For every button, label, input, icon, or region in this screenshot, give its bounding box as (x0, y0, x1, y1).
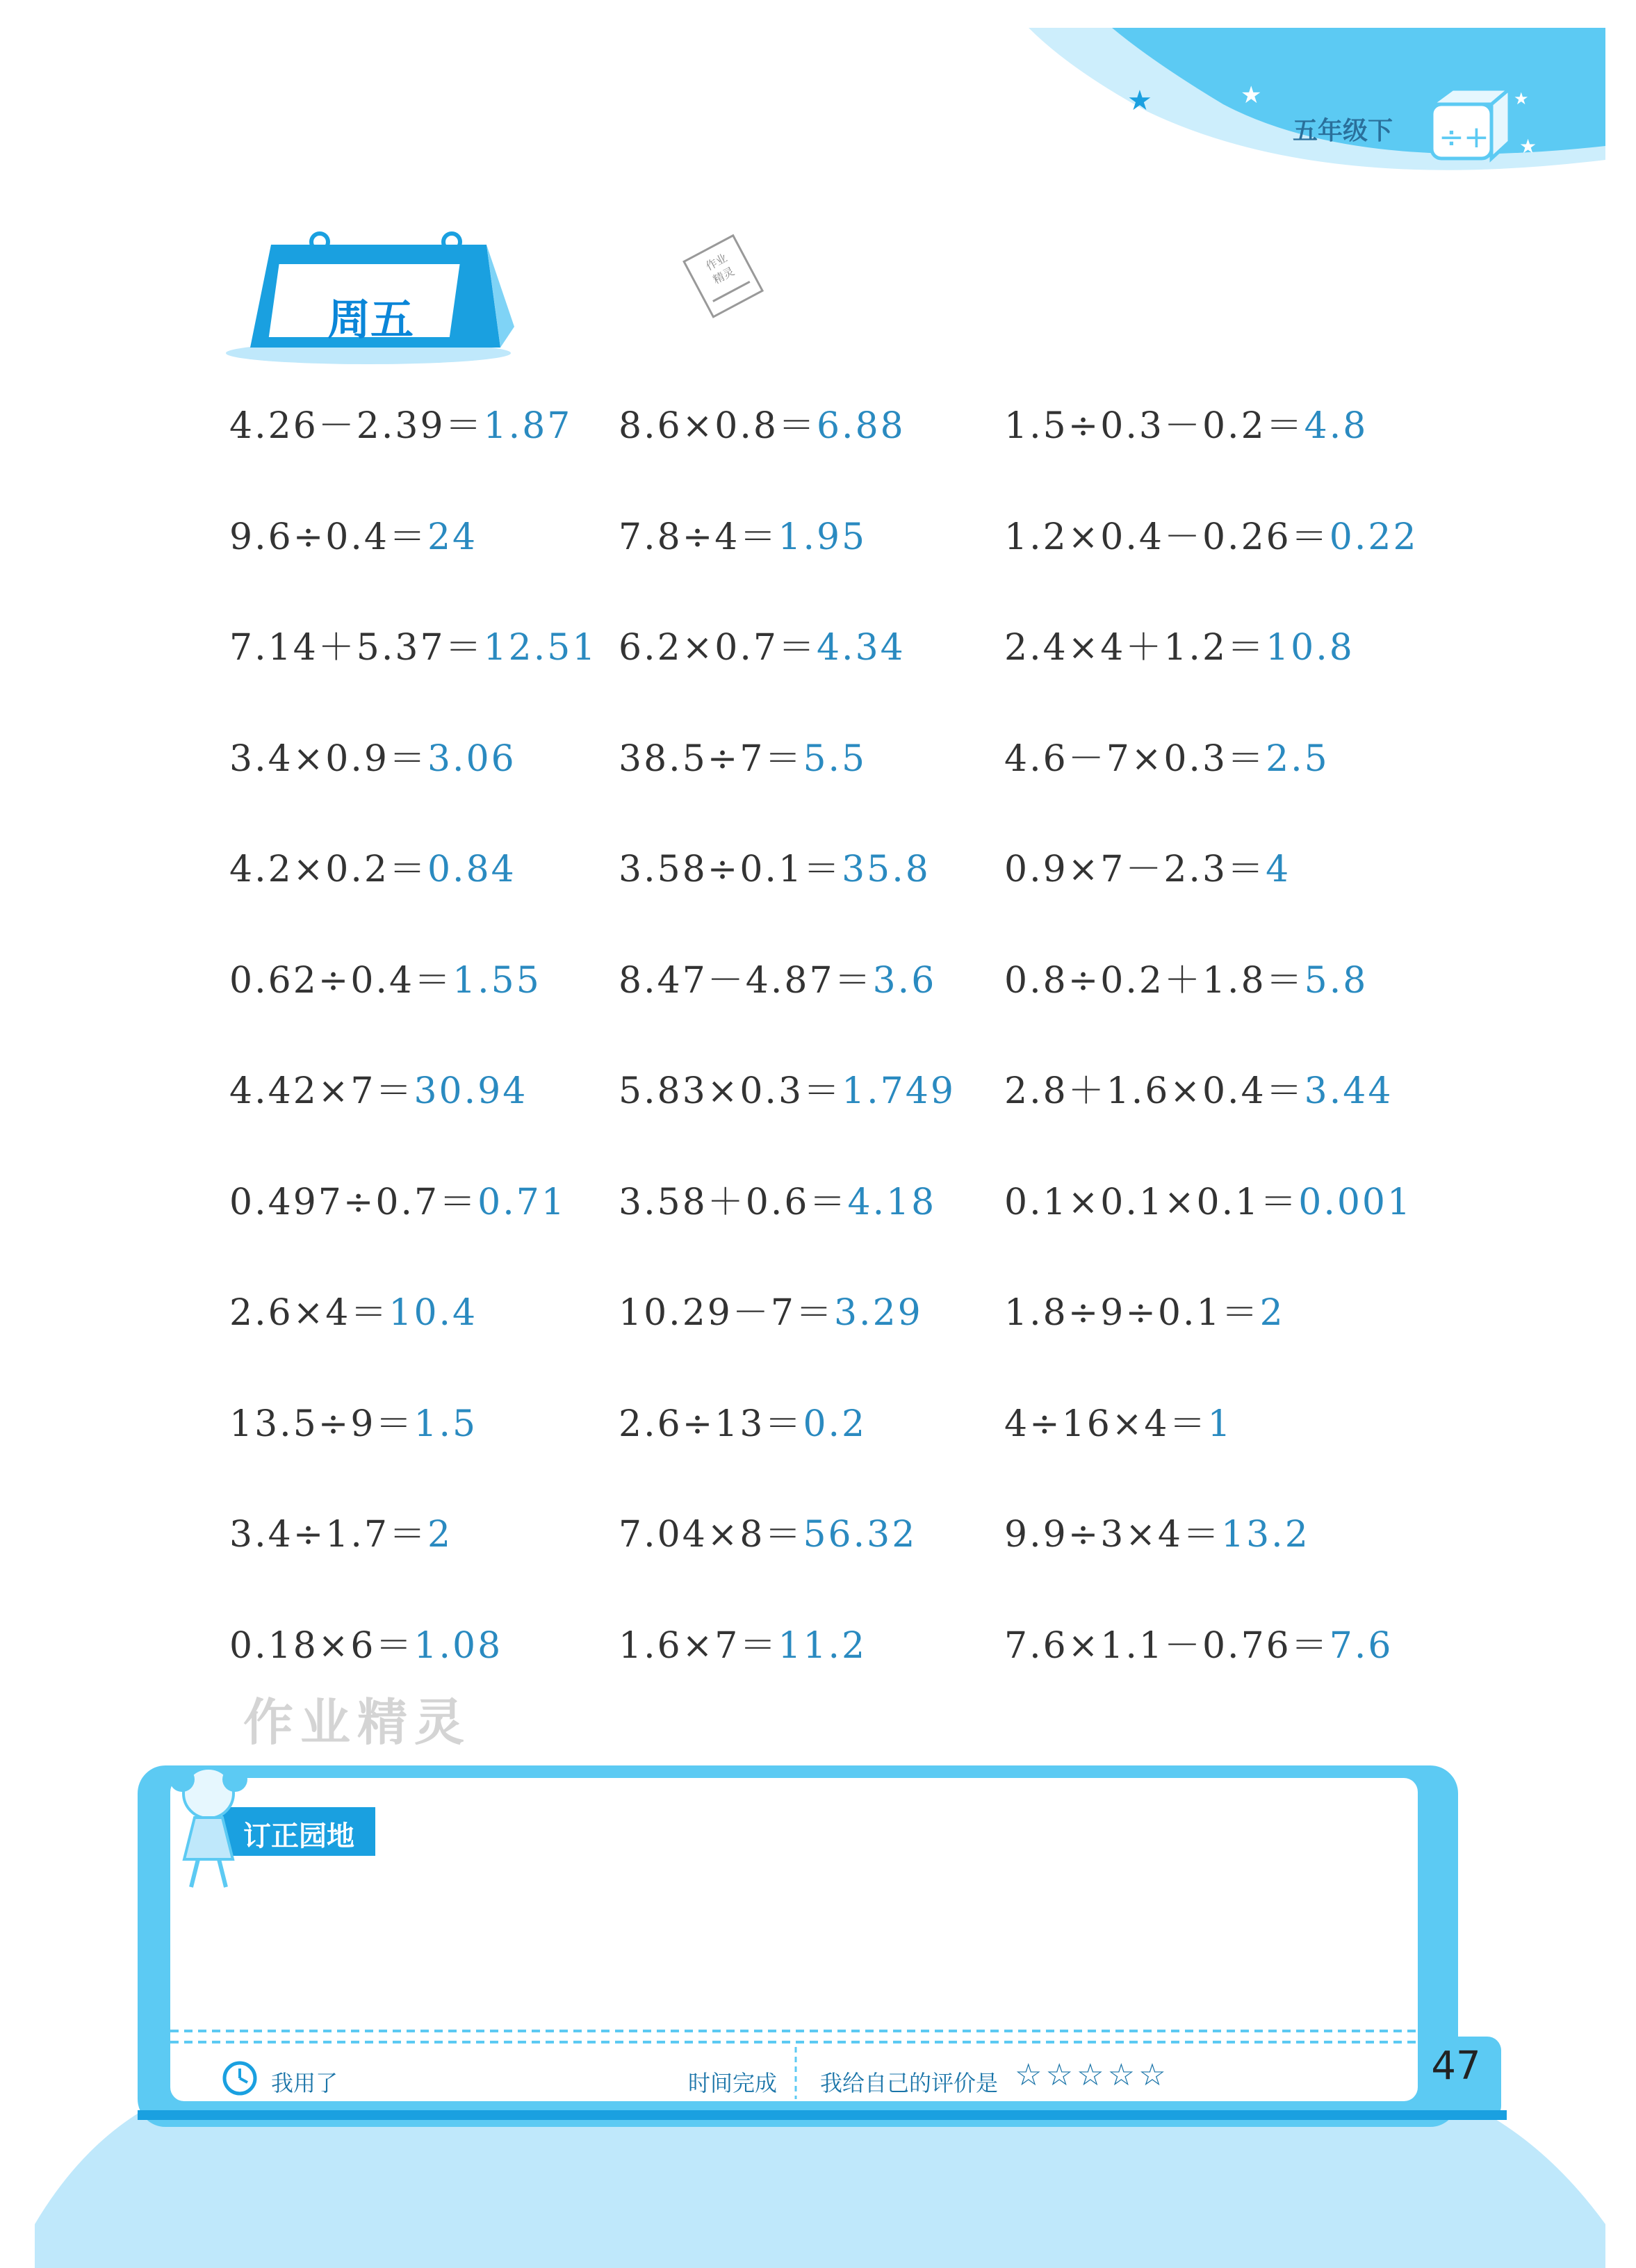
problem-answer: 1.55 (452, 959, 541, 1002)
svg-text:★: ★ (1514, 89, 1529, 108)
problem-question: 7.04×8＝ (619, 1514, 803, 1556)
problem-answer: 1.95 (778, 516, 867, 558)
problem-item (1004, 1394, 1233, 1446)
problem-item (619, 729, 867, 781)
problem-question: 4.6－7×0.3＝ (1004, 737, 1266, 780)
problem-answer: 24 (427, 516, 478, 558)
problem-item (1004, 396, 1368, 448)
grade-label: 五年级下 (1293, 117, 1393, 145)
problem-answer: 4 (1266, 849, 1291, 890)
problem-item (619, 396, 906, 448)
problem-item (229, 1505, 452, 1557)
problem-question: 0.9×7－2.3＝ (1004, 849, 1266, 890)
problem-question: 4.26－2.39＝ (229, 405, 484, 447)
day-label: 周五 (327, 294, 414, 345)
svg-text:÷: ÷ (1439, 120, 1464, 155)
problem-question: 0.8÷0.2＋1.8＝ (1004, 959, 1304, 1002)
problem-answer: 0.001 (1298, 1181, 1413, 1223)
problem-question: 8.6×0.8＝ (619, 405, 817, 447)
problem-answer: 0.71 (477, 1181, 566, 1223)
problem-question: 7.8÷4＝ (619, 516, 778, 558)
problem-question: 3.58＋0.6＝ (619, 1181, 848, 1223)
problem-answer: 10.8 (1266, 627, 1355, 669)
problem-question: 8.47－4.87＝ (619, 959, 873, 1002)
problem-question: 10.29－7＝ (619, 1292, 834, 1334)
problem-answer: 4.34 (816, 627, 906, 669)
problem-answer: 0.22 (1329, 516, 1418, 558)
dice-icon (1432, 89, 1510, 158)
problem-item (1004, 1505, 1310, 1557)
problem-item (619, 1616, 867, 1668)
problem-item (1004, 729, 1330, 781)
header-banner (0, 0, 1636, 209)
problem-answer: 7.6 (1329, 1624, 1393, 1667)
problem-question: 1.6×7＝ (619, 1624, 778, 1667)
problem-answer: 1.749 (842, 1070, 956, 1112)
problem-item (229, 840, 516, 892)
problem-question: 1.8÷9÷0.1＝ (1004, 1292, 1260, 1334)
problem-answer: 5.5 (803, 737, 867, 780)
problem-question: 7.14＋5.37＝ (229, 627, 484, 669)
problem-question: 4÷16×4＝ (1004, 1403, 1208, 1445)
problem-question: 6.2×0.7＝ (619, 627, 817, 669)
svg-text:+: + (1464, 120, 1489, 155)
star-icon-1[interactable]: ☆ (1015, 2057, 1042, 2093)
time-done-label: 时间完成 (688, 2070, 778, 2096)
problem-answer: 2 (1259, 1292, 1285, 1334)
problem-answer: 4.18 (847, 1181, 937, 1223)
problem-question: 3.4×0.9＝ (229, 737, 427, 780)
stamp-logo (674, 222, 778, 327)
problem-question: 2.4×4＋1.2＝ (1004, 627, 1266, 669)
problem-question: 13.5÷9＝ (229, 1403, 414, 1445)
problem-item (229, 618, 597, 670)
problem-question: 2.6×4＝ (229, 1292, 389, 1334)
problem-answer: 3.06 (427, 737, 516, 780)
correction-title: 订正园地 (243, 1820, 354, 1852)
problem-answer: 10.4 (388, 1292, 478, 1334)
svg-text:★: ★ (1519, 135, 1537, 158)
problem-answer: 2 (427, 1514, 453, 1556)
star-icon-3[interactable]: ☆ (1077, 2057, 1104, 2093)
problem-item (619, 951, 936, 1003)
rating-stars (1015, 2057, 1166, 2093)
problem-question: 0.1×0.1×0.1＝ (1004, 1181, 1299, 1223)
problem-question: 4.42×7＝ (229, 1070, 414, 1112)
problem-answer: 12.51 (483, 627, 598, 669)
problem-answer: 35.8 (842, 849, 931, 890)
page-number: 47 (1431, 2043, 1481, 2089)
problem-question: 4.2×0.2＝ (229, 849, 427, 890)
problem-answer: 5.8 (1304, 959, 1368, 1002)
problem-item (1004, 840, 1291, 892)
problem-item (229, 729, 516, 781)
problem-item (1004, 951, 1368, 1003)
svg-text:作业: 作业 (703, 251, 730, 273)
problem-question: 38.5÷7＝ (619, 737, 803, 780)
problem-question: 1.2×0.4－0.26＝ (1004, 516, 1330, 558)
problem-item (619, 1061, 956, 1113)
problem-answer: 30.94 (414, 1070, 528, 1112)
problem-question: 2.8＋1.6×0.4＝ (1004, 1070, 1304, 1112)
problem-question: 0.62÷0.4＝ (229, 959, 453, 1002)
problem-item (229, 1061, 527, 1113)
problem-question: 2.6÷13＝ (619, 1403, 803, 1445)
problem-item (1004, 507, 1418, 560)
problem-answer: 2.5 (1266, 737, 1330, 780)
problem-item (229, 1616, 502, 1668)
problem-answer: 56.32 (803, 1514, 917, 1556)
problem-answer: 3.44 (1304, 1070, 1393, 1112)
problem-answer: 6.88 (816, 405, 906, 447)
problem-question: 1.5÷0.3－0.2＝ (1004, 405, 1304, 447)
problem-question: 5.83×0.3＝ (619, 1070, 842, 1112)
problem-question: 9.9÷3×4＝ (1004, 1514, 1222, 1556)
problem-question: 9.6÷0.4＝ (229, 516, 427, 558)
svg-text:★: ★ (1241, 81, 1262, 109)
problem-item (619, 1173, 936, 1225)
problem-item (229, 507, 477, 560)
problem-item (1004, 1173, 1412, 1225)
problem-question: 0.497÷0.7＝ (229, 1181, 478, 1223)
star-icon-2[interactable]: ☆ (1045, 2057, 1073, 2093)
problem-question: 0.18×6＝ (229, 1624, 414, 1667)
problem-item (619, 840, 931, 892)
problem-answer: 13.2 (1221, 1514, 1310, 1556)
problem-item (619, 1505, 917, 1557)
problem-item (229, 1394, 477, 1446)
svg-text:精灵: 精灵 (710, 264, 737, 287)
problem-item (1004, 618, 1355, 670)
problem-item (1004, 1283, 1285, 1335)
star-icon-4[interactable]: ☆ (1107, 2057, 1136, 2093)
problem-grid (229, 396, 1480, 1717)
star-icon-5[interactable]: ☆ (1138, 2057, 1166, 2093)
problem-answer: 11.2 (778, 1624, 867, 1667)
svg-text:★: ★ (1127, 85, 1152, 117)
problem-question: 3.58÷0.1＝ (619, 849, 842, 890)
problem-question: 3.4÷1.7＝ (229, 1514, 427, 1556)
problem-item (619, 507, 867, 560)
time-used-label: 我用了 (271, 2070, 338, 2096)
problem-item (619, 1283, 923, 1335)
problem-answer: 0.84 (427, 849, 516, 890)
problem-item (1004, 1616, 1393, 1668)
self-eval-label: 我给自己的评价是 (820, 2070, 999, 2096)
problem-item (229, 951, 541, 1003)
problem-item (619, 1394, 867, 1446)
problem-question: 7.6×1.1－0.76＝ (1004, 1624, 1330, 1667)
problem-answer: 1.08 (414, 1624, 503, 1667)
watermark-1: 作业精灵 (243, 1693, 472, 1752)
problem-answer: 4.8 (1304, 405, 1368, 447)
problem-item (1004, 1061, 1393, 1113)
problem-item (229, 1283, 477, 1335)
problem-answer: 3.29 (833, 1292, 923, 1334)
problem-item (619, 618, 906, 670)
problem-answer: 1 (1207, 1403, 1233, 1445)
problem-answer: 1.5 (414, 1403, 478, 1445)
problem-answer: 0.2 (803, 1403, 867, 1445)
problem-item (229, 1173, 566, 1225)
problem-answer: 1.87 (483, 405, 573, 447)
problem-answer: 3.6 (872, 959, 937, 1002)
problem-item (229, 396, 572, 448)
